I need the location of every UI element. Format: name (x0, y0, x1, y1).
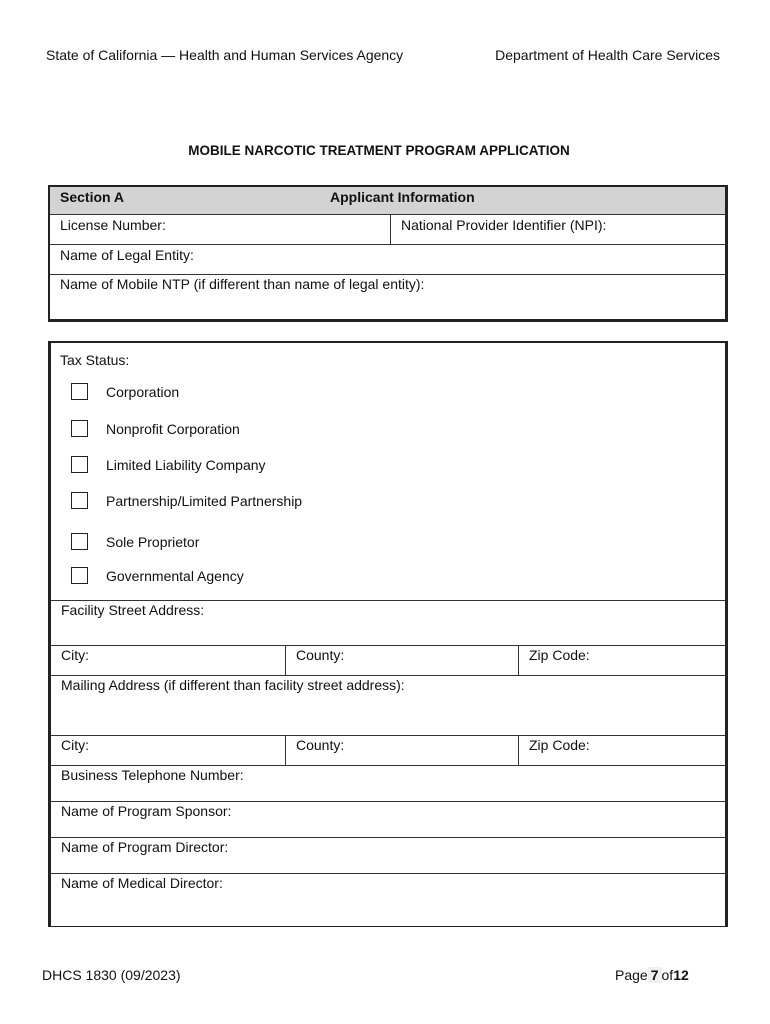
tax-option-nonprofit[interactable] (71, 420, 240, 437)
section-a-label: Section A (60, 189, 125, 205)
npi-field[interactable]: National Provider Identifier (NPI): (390, 215, 725, 244)
tax-option-governmental[interactable] (71, 567, 244, 584)
tax-option-label: Nonprofit Corporation (106, 420, 240, 437)
tax-option-llc[interactable] (71, 456, 266, 473)
checkbox[interactable] (71, 420, 88, 437)
tax-option-label: Sole Proprietor (106, 533, 200, 550)
form-title: MOBILE NARCOTIC TREATMENT PROGRAM APPLICATION (188, 143, 570, 158)
license-number-field[interactable]: License Number: (60, 217, 166, 233)
mailing-address-field[interactable]: Mailing Address (if different than facility street address): (61, 677, 405, 693)
sponsor-row (51, 802, 725, 838)
mobile-ntp-field[interactable]: Name of Mobile NTP (if different than name of legal entity): (60, 276, 425, 292)
mailing-city-row (51, 736, 725, 766)
business-phone-field[interactable]: Business Telephone Number: (61, 767, 244, 783)
facility-street-row (51, 601, 725, 646)
mailing-city-field[interactable]: City: (61, 737, 89, 753)
agency-header: State of California — Health and Human Services Agency (46, 47, 404, 63)
checkbox[interactable] (71, 567, 88, 584)
tax-option-sole-proprietor[interactable] (71, 533, 199, 550)
license-row (50, 215, 725, 245)
facility-zip-field[interactable]: Zip Code: (518, 646, 725, 675)
mailing-zip-field[interactable]: Zip Code: (518, 736, 725, 765)
checkbox[interactable] (71, 383, 88, 400)
tax-status-section (51, 343, 725, 601)
medical-director-row (51, 874, 725, 926)
tax-option-corporation[interactable] (71, 383, 179, 400)
page-indicator (615, 967, 689, 983)
tax-option-label: Limited Liability Company (106, 456, 266, 473)
checkbox[interactable] (71, 533, 88, 550)
tax-option-partnership[interactable] (71, 492, 302, 509)
tax-option-label: Governmental Agency (106, 567, 244, 584)
checkbox[interactable] (71, 492, 88, 509)
program-sponsor-field[interactable]: Name of Program Sponsor: (61, 803, 232, 819)
mailing-address-row (51, 676, 725, 736)
page-total: 12 (673, 967, 689, 983)
facility-county-field[interactable]: County: (285, 646, 518, 675)
details-box (48, 341, 728, 927)
of-word: of (661, 967, 674, 983)
facility-city-field[interactable]: City: (61, 647, 89, 663)
program-director-field[interactable]: Name of Program Director: (61, 839, 229, 855)
section-a-box (48, 185, 728, 322)
section-a-heading: Applicant Information (330, 189, 475, 205)
tax-option-label: Corporation (106, 383, 180, 400)
program-director-row (51, 838, 725, 874)
facility-street-field[interactable]: Facility Street Address: (61, 602, 205, 618)
tax-status-label: Tax Status: (60, 352, 130, 368)
legal-entity-row (50, 245, 725, 275)
medical-director-field[interactable]: Name of Medical Director: (61, 875, 223, 891)
facility-city-row (51, 646, 725, 676)
legal-entity-field[interactable]: Name of Legal Entity: (60, 247, 194, 263)
mobile-ntp-row (50, 275, 725, 319)
form-id: DHCS 1830 (09/2023) (42, 967, 181, 983)
mailing-county-field[interactable]: County: (285, 736, 518, 765)
page-number: 7 (648, 967, 662, 983)
section-a-header (50, 187, 725, 215)
tax-option-label: Partnership/Limited Partnership (106, 492, 303, 509)
phone-row (51, 766, 725, 802)
checkbox[interactable] (71, 456, 88, 473)
department-header: Department of Health Care Services (495, 47, 720, 63)
page-word: Page (615, 967, 648, 983)
